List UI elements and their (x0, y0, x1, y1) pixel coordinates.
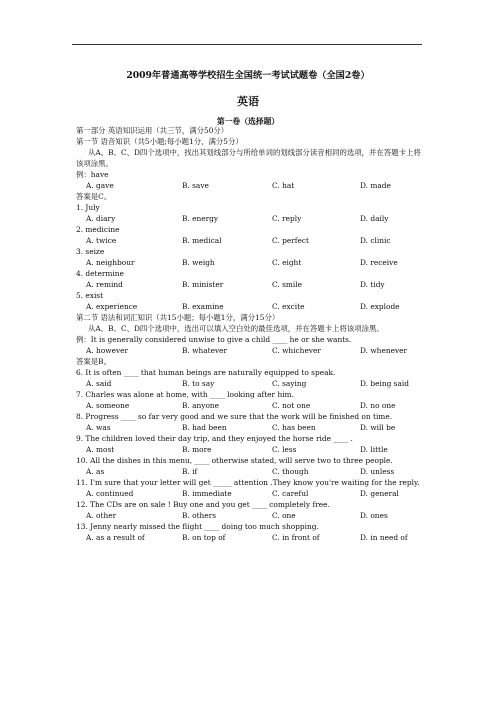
exam-body (76, 125, 422, 543)
exam-title: 2009年普通高等学校招生全国统一考试试题卷（全国2卷） (126, 70, 370, 81)
option: A. however (86, 346, 129, 355)
option: D. explode (360, 302, 400, 311)
option: B. on top of (182, 533, 226, 542)
question-options (76, 213, 422, 224)
question-stem: 9. The children loved their day trip, and they enjoyed the horse ride ____ . (76, 434, 353, 443)
question-options (76, 422, 422, 433)
option: D. tidy (360, 280, 385, 289)
section1-example-answer: 答案是C。 (76, 192, 112, 201)
question-options (76, 257, 422, 268)
option: C. whichever (272, 346, 321, 355)
volume-heading: 第一卷（选择题） (216, 117, 280, 126)
option: D. in need of (360, 533, 408, 542)
question-stem: 3. seize (76, 247, 105, 256)
option: A. diary (86, 214, 116, 223)
option: B. to say (182, 379, 215, 388)
question-stem: 10. All the dishes in this menu, ____ otherwise stated, will serve two to three people. (76, 456, 393, 465)
option: D. being said (360, 379, 409, 388)
option: A. someone (86, 401, 130, 410)
option: D. little (360, 445, 388, 454)
option: B. weigh (182, 258, 215, 267)
question-stem: 6. It is often ____ that human beings are naturally equipped to speak. (76, 368, 336, 377)
section2-example: 例：It is generally considered unwise to give a child ____ he or she wants. (76, 335, 352, 344)
option: C. eight (272, 258, 302, 267)
option: B. whatever (182, 346, 228, 355)
option: C. careful (272, 489, 309, 498)
option: C. excite (272, 302, 305, 311)
option: D. general (360, 489, 399, 498)
option: B. more (182, 445, 212, 454)
option: B. examine (182, 302, 224, 311)
top-rule (72, 44, 422, 45)
section2-instructions: 从A、B、C、D四个选项中，选出可以填入空白处的最佳选项，并在答题卡上将该项涂黑。 (88, 324, 384, 333)
option: D. receive (360, 258, 398, 267)
subject-heading: 英语 (237, 95, 259, 108)
option: A. as a result of (86, 533, 145, 542)
section2-heading: 第二节 语法和词汇知识（共15小题；每小题1分，满分15分） (76, 313, 280, 322)
option: B. if (182, 467, 198, 476)
question-options (76, 400, 422, 411)
option: D. will be (360, 423, 396, 432)
question-options (76, 466, 422, 477)
question-stem: 2. medicine (76, 225, 120, 234)
option: D. no one (360, 401, 396, 410)
question-options (76, 378, 422, 389)
question-stem: 1. July (76, 203, 100, 212)
option: A. gave (86, 181, 114, 190)
option: B. others (182, 511, 217, 520)
option: C. reply (272, 214, 302, 223)
option: A. neighbour (86, 258, 135, 267)
option: A. as (86, 467, 105, 476)
option: C. smile (272, 280, 302, 289)
option: C. though (272, 467, 309, 476)
option: C. less (272, 445, 297, 454)
question-options (76, 532, 422, 543)
option: C. saying (272, 379, 307, 388)
option: C. not one (272, 401, 311, 410)
option: B. had been (182, 423, 227, 432)
section2-example-answer: 答案是B。 (76, 357, 111, 366)
option: B. energy (182, 214, 219, 223)
option: A. continued (86, 489, 134, 498)
option: A. twice (86, 236, 117, 245)
question-options (76, 488, 422, 499)
option: A. other (86, 511, 117, 520)
option: D. made (360, 181, 391, 190)
option: A. most (86, 445, 115, 454)
question-stem: 4. determine (76, 269, 124, 278)
option: C. hat (272, 181, 295, 190)
question-stem: 5. exist (76, 291, 104, 300)
option: D. whenever (360, 346, 408, 355)
question-stem: 12. The CDs are on sale ! Buy one and you get ____ completely free. (76, 500, 330, 509)
example-options (76, 345, 422, 356)
option: C. perfect (272, 236, 309, 245)
section1-example: 例：have (76, 170, 109, 179)
section1-heading: 第一节 语音知识（共5小题;每小题1分，满分5分） (76, 137, 243, 146)
option: B. anyone (182, 401, 220, 410)
option: C. has been (272, 423, 316, 432)
question-options (76, 235, 422, 246)
option: D. ones (360, 511, 388, 520)
option: B. minister (182, 280, 224, 289)
question-stem: 13. Jenny nearly missed the flight ____ doing too much shopping. (76, 522, 319, 531)
part1-heading: 第一部分 英语知识运用（共三节，满分50分） (76, 126, 229, 135)
option: D. daily (360, 214, 389, 223)
option: B. save (182, 181, 209, 190)
option: D. unless (360, 467, 395, 476)
option: C. one (272, 511, 296, 520)
question-stem: 7. Charles was alone at home, with ____ looking after him. (76, 390, 294, 399)
question-options (76, 301, 422, 312)
question-options (76, 444, 422, 455)
option: A. said (86, 379, 112, 388)
option: A. experience (86, 302, 138, 311)
option: C. in front of (272, 533, 320, 542)
option: A. remind (86, 280, 123, 289)
question-stem: 8. Progress ____ so far very good and we sure that the work will be finished on time. (76, 412, 393, 421)
option: D. clinic (360, 236, 391, 245)
option: B. medical (182, 236, 222, 245)
option: A. was (86, 423, 111, 432)
option: B. immediate (182, 489, 232, 498)
question-stem: 11. I'm sure that your letter will get _____ attention .They know you're waiting for the reply. (76, 478, 420, 487)
question-options (76, 510, 422, 521)
question-options (76, 279, 422, 290)
example-options (76, 180, 422, 191)
section1-instructions: 从A、B、C、D四个选项中，找出其划线部分与所给单词的划线部分读音相同的选项，并在答题卡上将该项涂黑。 (76, 148, 421, 168)
